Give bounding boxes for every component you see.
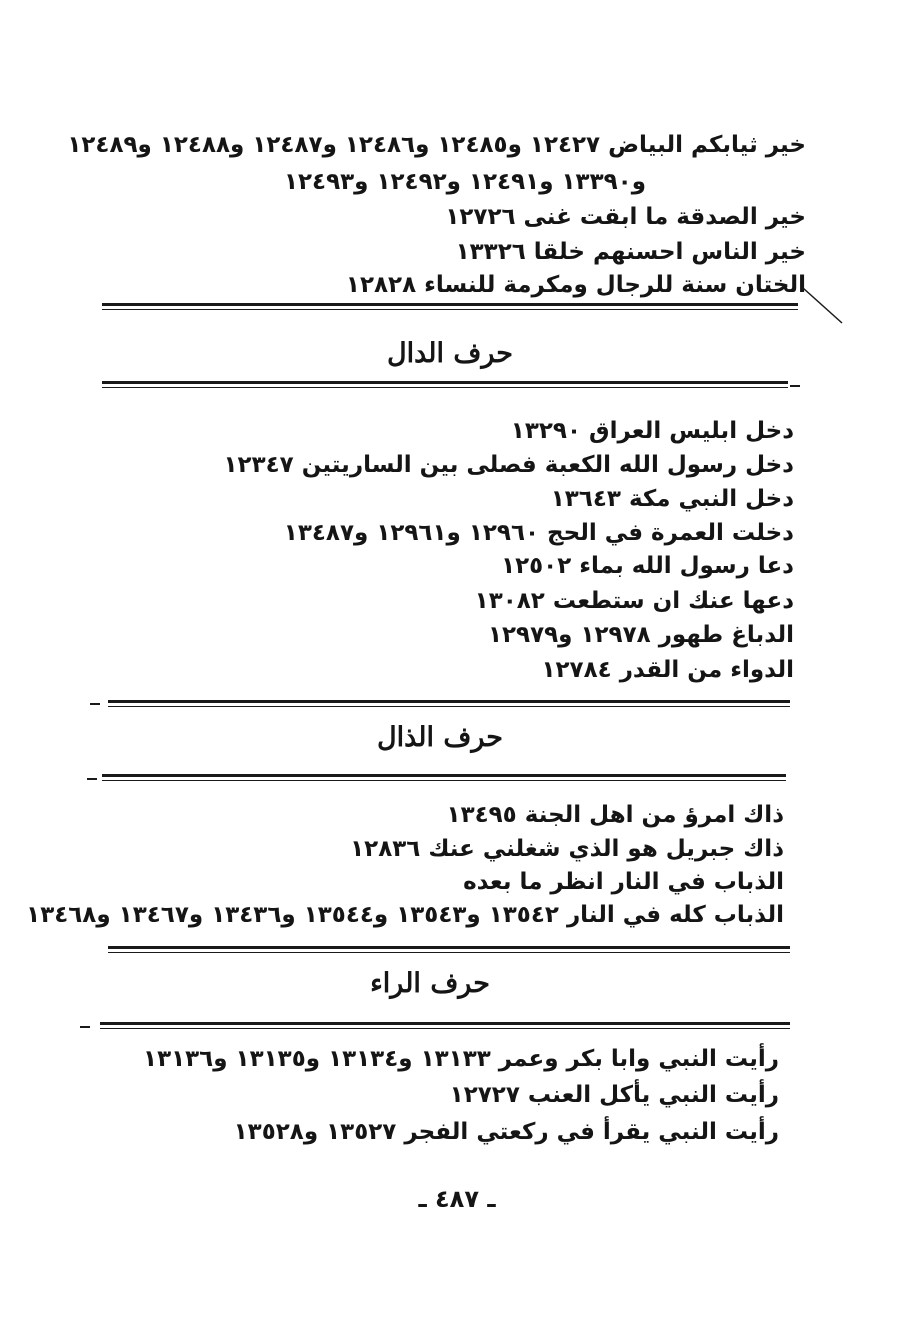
entry-line: الختان سنة للرجال ومكرمة للنساء ١٢٨٢٨ bbox=[345, 272, 806, 298]
entry-line: رأيت النبي يأكل العنب ١٢٧٢٧ bbox=[449, 1082, 779, 1108]
entry-line: ذاك جبريل هو الذي شغلني عنك ١٢٨٣٦ bbox=[350, 836, 784, 862]
entry-line: الدواء من القدر ١٢٧٨٤ bbox=[541, 657, 794, 683]
divider-dash bbox=[80, 1026, 90, 1028]
entry-line: خير الناس احسنهم خلقا ١٣٣٢٦ bbox=[455, 239, 806, 265]
entry-line: رأيت النبي يقرأ في ركعتي الفجر ١٣٥٢٧ و١٣٥٢٨ bbox=[233, 1119, 779, 1145]
entry-line: و١٣٣٩٠ و١٢٤٩١ و١٢٤٩٢ و١٢٤٩٣ bbox=[283, 169, 646, 195]
entry-line: دعا رسول الله بماء ١٢٥٠٢ bbox=[501, 553, 794, 579]
entry-line: خير ثيابكم البياض ١٢٤٢٧ و١٢٤٨٥ و١٢٤٨٦ و١٢٤٨٧ و١٢٤٨٨ و١٢٤٨٩ bbox=[67, 132, 806, 158]
entry-line: دخل رسول الله الكعبة فصلى بين الساريتين ١٢٣٤٧ bbox=[223, 452, 794, 478]
entry-line: خير الصدقة ما ابقت غنى ١٢٧٢٦ bbox=[445, 204, 806, 230]
section-heading: حرف الراء bbox=[370, 968, 490, 999]
entry-line: الدباغ طهور ١٢٩٧٨ و١٢٩٧٩ bbox=[487, 622, 794, 648]
divider-dash bbox=[90, 703, 100, 705]
page-number: ـ ٤٨٧ ـ bbox=[418, 1185, 496, 1213]
entry-line: دخلت العمرة في الحج ١٢٩٦٠ و١٢٩٦١ و١٣٤٨٧ bbox=[283, 520, 794, 546]
section-heading: حرف الدال bbox=[387, 338, 513, 369]
entry-line: دخل ابليس العراق ١٣٢٩٠ bbox=[510, 418, 794, 444]
section-heading: حرف الذال bbox=[377, 722, 503, 753]
entry-line: دخل النبي مكة ١٣٦٤٣ bbox=[550, 486, 794, 512]
entry-line: الذباب في النار انظر ما بعده bbox=[463, 869, 784, 895]
divider-dash bbox=[790, 385, 800, 387]
entry-line: ذاك امرؤ من اهل الجنة ١٣٤٩٥ bbox=[446, 802, 784, 828]
divider-dash bbox=[87, 778, 97, 780]
entry-line: رأيت النبي وابا بكر وعمر ١٣١٣٣ و١٣١٣٤ و١٣١٣٥ و١٣١٣٦ bbox=[143, 1046, 779, 1072]
entry-line: الذباب كله في النار ١٣٥٤٢ و١٣٥٤٣ و١٣٥٤٤ و١٣٤٣٦ و١٣٤٦٧ و١٣٤٦٨ bbox=[26, 902, 784, 928]
entry-line: دعها عنك ان ستطعت ١٣٠٨٢ bbox=[474, 588, 794, 614]
